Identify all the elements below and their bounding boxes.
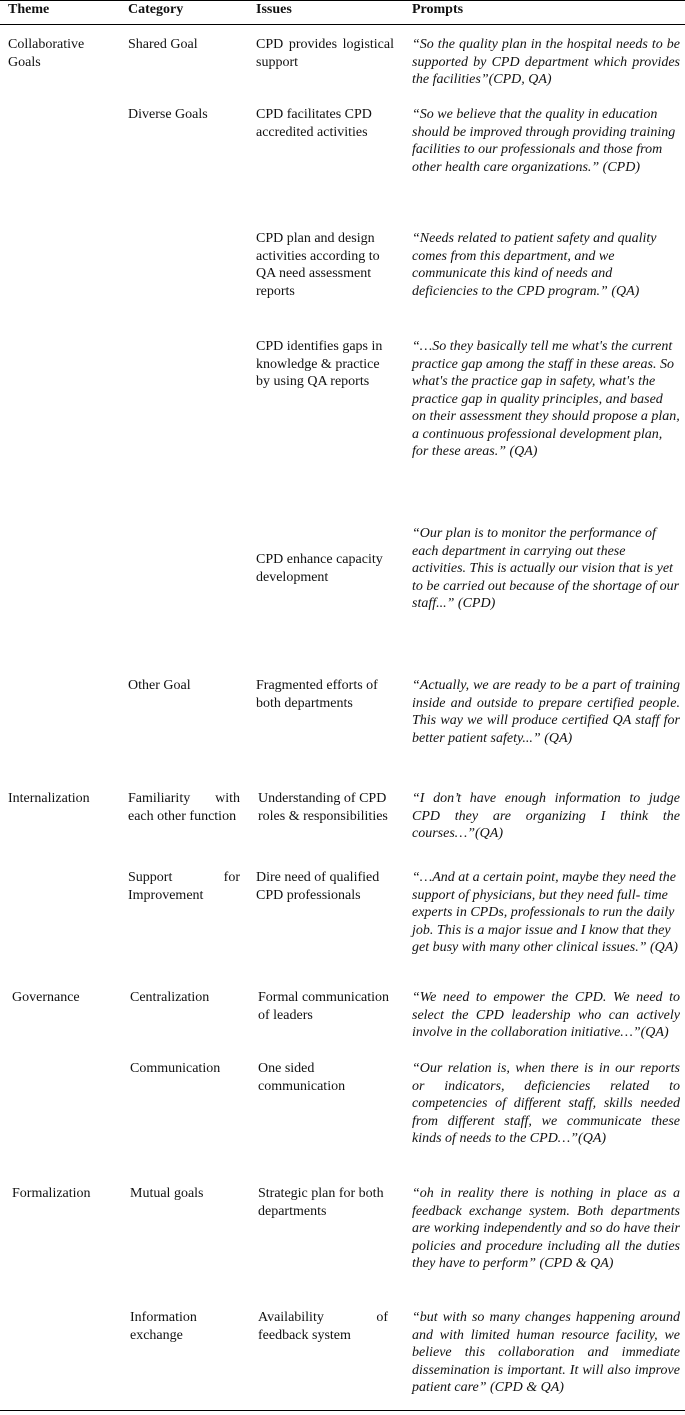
issue-cell: Fragmented efforts of both departments [256,678,378,711]
top-rule [0,0,685,1]
category-cell: Mutual goals [130,1186,204,1201]
category-cell: Information exchange [130,1310,197,1343]
issue-cell: Strategic plan for both departments [258,1186,384,1219]
issue-cell: Formal communication of leaders [258,990,390,1023]
category-cell: Communication [130,1061,221,1076]
issue-cell: CPD facilitates CPD accredited activities [256,107,372,140]
issue-cell: CPD enhance capacity development [256,552,383,585]
issue-cell: CPD identifies gaps in knowledge & practice by using QA reports [256,339,383,389]
prompt-cell: “I don’t have enough information to judge CPD they are organizing I think the courses…”(QA) [412,791,680,841]
header-category: Category [128,2,184,17]
theme-cell: Collaborative Goals [8,37,85,70]
header-issues: Issues [256,2,292,17]
issue-cell: Availability of feedback system [258,1310,388,1343]
prompt-cell: “Our plan is to monitor the performance of each department in carrying out these activities. This is actually our vision that is yet to be carried out because of the shortage of our staff...” (CPD) [412,526,680,611]
category-cell: Other Goal [128,678,191,693]
header-rule [0,24,685,25]
issue-cell: Dire need of qualified CPD professionals [256,870,380,903]
issue-cell: One sided communication [258,1061,346,1094]
issue-cell: CPD plan and design activities according to QA need assessment reports [256,231,380,299]
header-prompts: Prompts [412,2,464,17]
category-cell: Centralization [130,990,210,1005]
category-cell: Support for Improvement [128,870,240,903]
category-cell: Familiarity with each other function [128,791,240,824]
theme-cell: Internalization [8,791,90,806]
bottom-rule [0,1410,685,1411]
theme-cell: Formalization [12,1186,91,1201]
prompt-cell: “Actually, we are ready to be a part of training inside and outside to prepare certified people. This way we will produce certified QA staff for better patient safety...” (QA) [412,678,680,746]
category-cell: Shared Goal [128,37,198,52]
category-cell: Diverse Goals [128,107,208,122]
prompt-cell: “oh in reality there is nothing in place as a feedback exchange system. Both departments are working independently and so do have their policies and procedure including all the duties they have to perform” (CPD & QA) [412,1186,680,1271]
header-theme: Theme [8,2,50,17]
prompt-cell: “So the quality plan in the hospital needs to be supported by CPD department which provides the facilities”(CPD, QA) [412,37,680,87]
prompt-cell: “…And at a certain point, maybe they need the support of physicians, but they need full- time experts in CPDs, professionals to run the daily job. This is a major issue and I know that they get busy with many other clinical issues.” (QA) [412,870,678,955]
prompt-cell: “We need to empower the CPD. We need to select the CPD leadership who can actively involve in the collaboration initiative…”(QA) [412,990,680,1040]
issue-cell: CPD provides logistical support [256,37,394,70]
theme-cell: Governance [12,990,80,1005]
prompt-cell: “Needs related to patient safety and quality comes from this department, and we communicate this kind of needs and deficiencies to the CPD program.” (QA) [412,231,657,299]
prompt-cell: “So we believe that the quality in education should be improved through providing training facilities to our professionals and those from other health care organizations.” (CPD) [412,107,676,175]
prompt-cell: “Our relation is, when there is in our reports or indicators, deficiencies related to competencies of different staff, skills needed from different staff, we communicate these kinds of needs to the CPD…”(QA) [412,1061,680,1146]
issue-cell: Understanding of CPD roles & responsibilities [258,791,388,824]
prompt-cell: “…So they basically tell me what's the current practice gap among the staff in these areas. So what's the practice gap in safety, what's the practice gap in quality principles, and based on their assessment they should propose a plan, a continuous professional development plan, for these areas.” (QA) [412,339,680,459]
prompt-cell: “but with so many changes happening around and with limited human resource facility, we believe this collaboration and immediate dissemination is important. It will also improve patient care” (CPD & QA) [412,1310,680,1395]
